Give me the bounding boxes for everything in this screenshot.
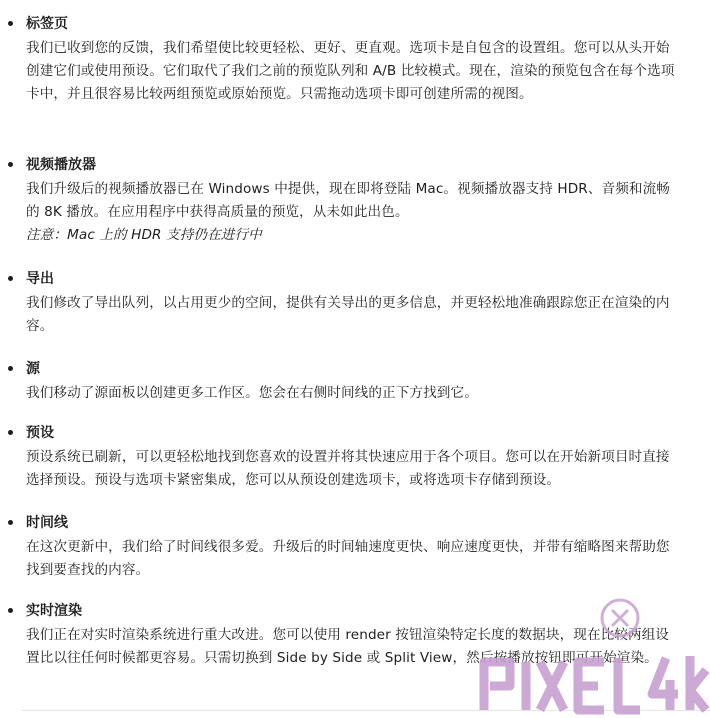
bullet-icon xyxy=(8,430,13,435)
feature-description-text: 我们已收到您的反馈，我们希望使比较更轻松、更好、更直观。选项卡是自包含的设置组。您可以从头开始创建它们或使用预设。它们取代了我们之前的预览队列和 A/B 比较模式。现在，渲染的预览包含在每个选项卡中，并且很容易比较两组预览或原始预览。只需拖动选项卡即可创建所需的视图。 xyxy=(26,40,675,102)
feature-title: 实时渲染 xyxy=(26,603,82,619)
bullet-icon xyxy=(8,162,13,167)
feature-description-text: 我们升级后的视频播放器已在 Windows 中提供，现在即将登陆 Mac。视频播放器支持 HDR、音频和流畅的 8K 播放。在应用程序中获得高质量的预览，从未如此出色。 xyxy=(26,181,670,220)
feature-description-text: 我们移动了源面板以创建更多工作区。您会在右侧时间线的正下方找到它。 xyxy=(26,385,478,401)
feature-title: 标签页 xyxy=(26,16,68,32)
feature-description xyxy=(26,178,678,247)
section-divider xyxy=(22,710,710,711)
bullet-icon xyxy=(8,276,13,281)
bullet-icon xyxy=(8,366,13,371)
feature-description xyxy=(26,292,678,338)
feature-description xyxy=(26,536,678,582)
feature-title: 导出 xyxy=(26,271,54,287)
bullet-icon xyxy=(8,608,13,613)
feature-description xyxy=(26,446,678,492)
feature-title: 源 xyxy=(26,361,40,377)
feature-title: 预设 xyxy=(26,425,54,441)
feature-description xyxy=(26,37,678,106)
bullet-icon xyxy=(8,520,13,525)
feature-title: 时间线 xyxy=(26,515,68,531)
feature-description-text: 我们修改了导出队列，以占用更少的空间，提供有关导出的更多信息，并更轻松地准确跟踪您正在渲染的内容。 xyxy=(26,295,670,334)
feature-description-text: 我们正在对实时渲染系统进行重大改进。您可以使用 render 按钮渲染特定长度的数据块，现在比较两组设置比以往任何时候都更容易。只需切换到 Side by Side 或 Split View，然后按播放按钮即可开始渲染。 xyxy=(26,627,670,666)
feature-description-text: 在这次更新中，我们给了时间线很多爱。升级后的时间轴速度更快、响应速度更快，并带有缩略图来帮助您找到要查找的内容。 xyxy=(26,539,670,578)
feature-title: 视频播放器 xyxy=(26,157,96,173)
feature-description xyxy=(26,382,678,405)
bullet-icon xyxy=(8,21,13,26)
feature-description-text: 预设系统已刷新，可以更轻松地找到您喜欢的设置并将其快速应用于各个项目。您可以在开始新项目时直接选择预设。预设与选项卡紧密集成，您可以从预设创建选项卡，或将选项卡存储到预设。 xyxy=(26,449,670,488)
feature-note: 注意：Mac 上的 HDR 支持仍在进行中 xyxy=(26,227,262,243)
feature-description xyxy=(26,624,678,670)
